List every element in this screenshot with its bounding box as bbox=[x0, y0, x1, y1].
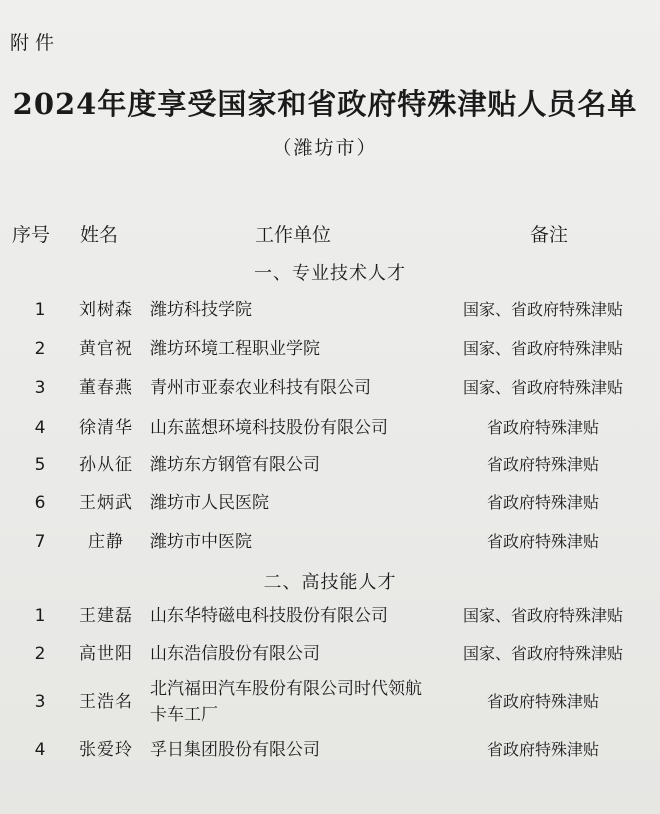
row-unit: 山东华特磁电科技股份有限公司 bbox=[150, 606, 388, 626]
row-note: 省政府特殊津贴 bbox=[486, 740, 599, 759]
row-no: 5 bbox=[34, 455, 46, 475]
table-row bbox=[0, 524, 660, 560]
section-title: 一、专业技术人才 bbox=[254, 263, 406, 284]
row-no: 3 bbox=[34, 692, 46, 712]
row-name: 庄静 bbox=[88, 532, 124, 552]
row-no: 7 bbox=[34, 532, 46, 552]
attachment-label: 附件 bbox=[10, 32, 61, 54]
table-row bbox=[0, 370, 660, 406]
row-unit: 北汽福田汽车股份有限公司时代领航卡车工厂 bbox=[150, 679, 422, 725]
row-unit: 潍坊科技学院 bbox=[150, 300, 252, 320]
row-no: 4 bbox=[34, 418, 46, 438]
row-name: 高世阳 bbox=[79, 644, 133, 664]
header-unit: 工作单位 bbox=[255, 224, 332, 246]
row-name: 徐清华 bbox=[79, 418, 133, 438]
table-row bbox=[0, 447, 660, 483]
row-no: 1 bbox=[34, 300, 46, 320]
table-row bbox=[0, 292, 660, 328]
table-row bbox=[0, 672, 660, 732]
table-row bbox=[0, 636, 660, 672]
row-no: 4 bbox=[34, 740, 46, 760]
row-unit: 潍坊东方钢管有限公司 bbox=[150, 455, 320, 475]
row-note: 省政府特殊津贴 bbox=[486, 532, 599, 551]
row-note: 国家、省政府特殊津贴 bbox=[462, 606, 623, 625]
row-note: 国家、省政府特殊津贴 bbox=[462, 300, 623, 319]
row-unit: 青州市亚泰农业科技有限公司 bbox=[150, 378, 371, 398]
table-row bbox=[0, 331, 660, 367]
row-unit: 孚日集团股份有限公司 bbox=[150, 740, 320, 760]
row-unit: 山东浩信股份有限公司 bbox=[150, 644, 320, 664]
row-note: 省政府特殊津贴 bbox=[486, 418, 599, 437]
table-row bbox=[0, 598, 660, 634]
row-no: 3 bbox=[34, 378, 46, 398]
section-title: 二、高技能人才 bbox=[263, 572, 397, 593]
document-title: 2024年度享受国家和省政府特殊津贴人员名单 bbox=[12, 87, 638, 121]
row-note: 省政府特殊津贴 bbox=[486, 455, 599, 474]
row-note: 国家、省政府特殊津贴 bbox=[462, 339, 623, 358]
row-name: 孙从征 bbox=[79, 455, 133, 475]
row-unit: 潍坊环境工程职业学院 bbox=[150, 339, 320, 359]
header-no: 序号 bbox=[12, 224, 51, 246]
row-note: 国家、省政府特殊津贴 bbox=[462, 644, 623, 663]
row-name: 刘树森 bbox=[79, 300, 133, 320]
table-row bbox=[0, 732, 660, 768]
row-note: 省政府特殊津贴 bbox=[486, 493, 599, 512]
row-name: 王炳武 bbox=[79, 493, 133, 513]
document-subtitle: （潍坊市） bbox=[272, 137, 378, 159]
table-row bbox=[0, 410, 660, 446]
row-note: 省政府特殊津贴 bbox=[486, 692, 599, 711]
row-no: 2 bbox=[34, 644, 46, 664]
row-name: 张爱玲 bbox=[79, 740, 133, 760]
header-name: 姓名 bbox=[80, 224, 119, 246]
row-name: 黄官祝 bbox=[79, 339, 133, 359]
row-name: 王建磊 bbox=[79, 606, 133, 626]
row-name: 王浩名 bbox=[79, 692, 133, 712]
row-note: 国家、省政府特殊津贴 bbox=[462, 378, 623, 397]
table-row bbox=[0, 485, 660, 521]
row-no: 1 bbox=[34, 606, 46, 626]
row-no: 2 bbox=[34, 339, 46, 359]
row-unit: 山东蓝想环境科技股份有限公司 bbox=[150, 418, 388, 438]
row-name: 董春燕 bbox=[79, 378, 133, 398]
row-unit: 潍坊市人民医院 bbox=[150, 493, 269, 513]
row-no: 6 bbox=[34, 493, 46, 513]
row-unit: 潍坊市中医院 bbox=[150, 532, 252, 552]
header-note: 备注 bbox=[530, 224, 569, 246]
